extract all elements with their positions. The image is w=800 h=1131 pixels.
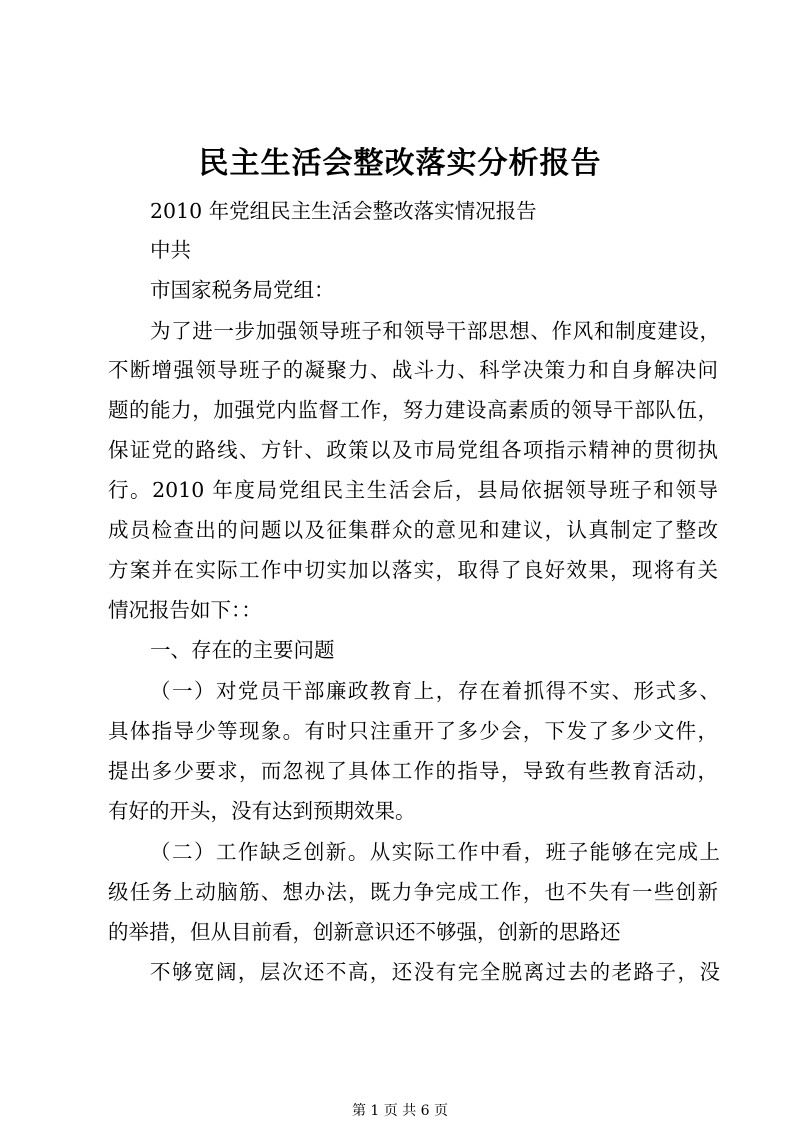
document-title: 民主生活会整改落实分析报告 (198, 146, 602, 181)
body-line: 不断增强领导班子的凝聚力、战斗力、科学决策力和自身解决问 (108, 358, 718, 382)
body-line: 有好的开头，没有达到预期效果。 (108, 799, 416, 823)
salutation-line: 市国家税务局党组： (150, 278, 335, 302)
body-line: 题的能力，加强党内监督工作，努力建设高素质的领导干部队伍， (108, 398, 718, 422)
subtitle-line: 2010 年党组民主生活会整改落实情况报告 (150, 199, 537, 223)
body-line: （一）对党员干部廉政教育上，存在着抓得不实、形式多、 (150, 679, 720, 703)
body-line: 行。2010 年度局党组民主生活会后，县局依据领导班子和领导 (108, 478, 718, 502)
body-line: 成员检查出的问题以及征集群众的意见和建议，认真制定了整改 (108, 518, 718, 542)
body-line: 具体指导少等现象。有时只注重开了多少会，下发了多少文件， (108, 719, 718, 743)
body-line: 方案并在实际工作中切实加以落实，取得了良好效果，现将有关 (108, 558, 718, 582)
page-footer: 第 1 页 共 6 页 (351, 1103, 449, 1119)
body-line: 不够宽阔，层次还不高，还没有完全脱离过去的老路子，没 (150, 960, 720, 984)
body-line: 提出多少要求，而忽视了具体工作的指导，导致有些教育活动， (108, 759, 718, 783)
body-line: （二）工作缺乏创新。从实际工作中看，班子能够在完成上 (150, 840, 720, 864)
body-line: 保证党的路线、方针、政策以及市局党组各项指示精神的贯彻执 (108, 438, 718, 462)
body-line: 中共 (150, 238, 191, 262)
body-line: 情况报告如下：： (108, 598, 262, 622)
body-line: 的举措，但从目前看，创新意识还不够强，创新的思路还 (108, 920, 621, 944)
body-line: 级任务上动脑筋、想办法，既力争完成工作，也不失有一些创新 (108, 880, 718, 904)
body-line: 为了进一步加强领导班子和领导干部思想、作风和制度建设， (150, 319, 720, 343)
section-heading: 一、存在的主要问题 (150, 638, 335, 662)
